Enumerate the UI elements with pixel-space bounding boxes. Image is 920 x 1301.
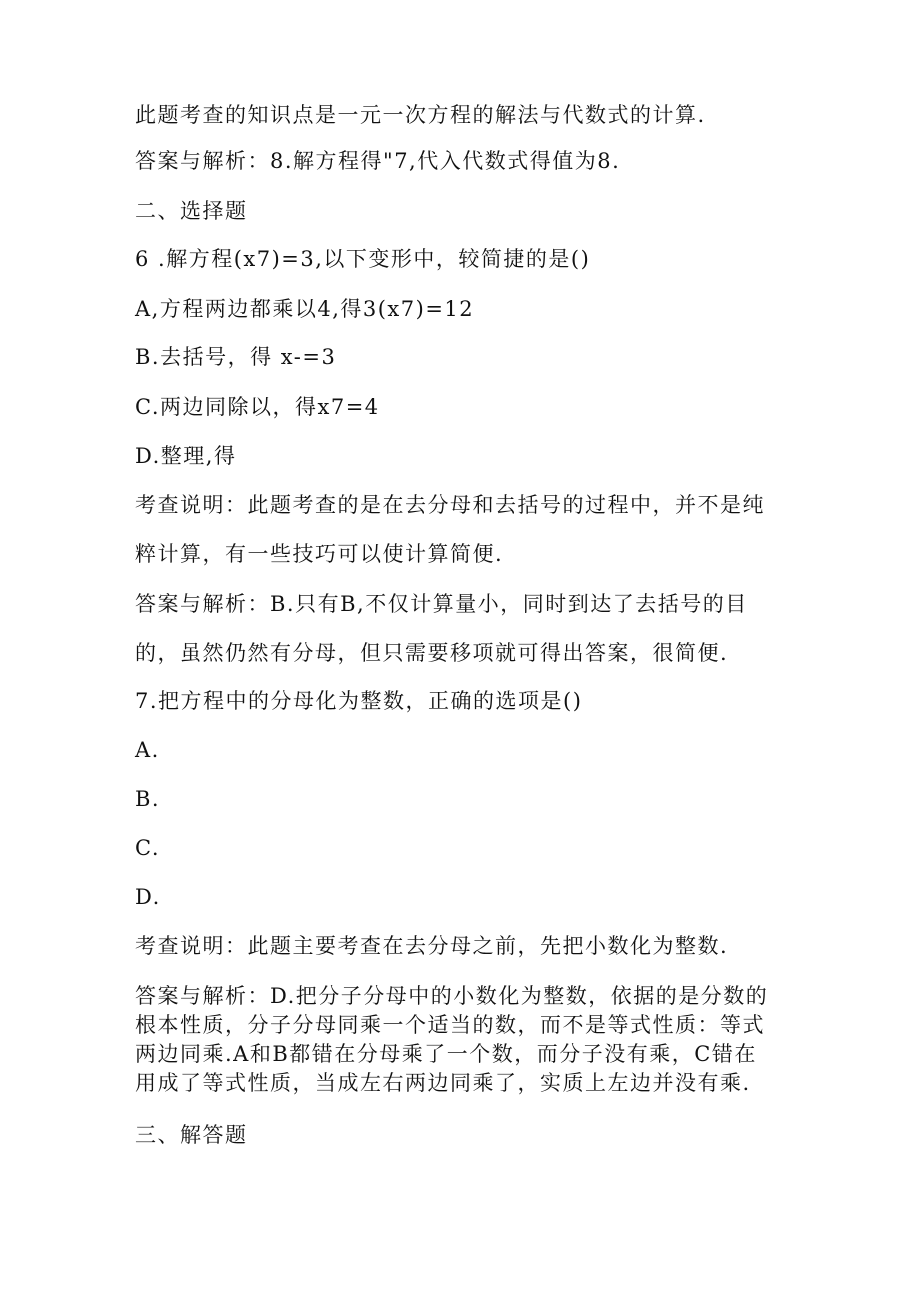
paragraph-line: 答案与解析：D.把分子分母中的小数化为整数，依据的是分数的 — [135, 984, 769, 1008]
option-c: C.两边同除以，得x7=4 — [135, 395, 380, 419]
paragraph-line: 两边同乘.A和B都错在分母乘了一个数，而分子没有乘，C错在 — [135, 1042, 757, 1066]
answer-paragraph — [135, 982, 795, 1098]
option-b: B. — [135, 787, 161, 811]
option-a: A. — [135, 738, 160, 762]
explanation-line: 考查说明：此题考查的是在去分母和去括号的过程中，并不是纯 — [135, 493, 765, 517]
section-heading: 二、选择题 — [135, 199, 248, 223]
paragraph-line: 用成了等式性质，当成左右两边同乘了，实质上左边并没有乘. — [135, 1071, 751, 1095]
option-b: B.去括号，得 x-=3 — [135, 345, 337, 369]
question-6: 6 .解方程(x7)=3,以下变形中，较简捷的是() — [135, 247, 591, 271]
answer-line: 答案与解析：B.只有B,不仅计算量小，同时到达了去括号的目 — [135, 592, 748, 616]
explanation-line: 考查说明：此题主要考查在去分母之前，先把小数化为整数. — [135, 934, 729, 958]
text-line: 此题考查的知识点是一元一次方程的解法与代数式的计算. — [135, 103, 706, 127]
option-d: D.整理,得 — [135, 444, 237, 468]
answer-line: 的，虽然仍然有分母，但只需要移项就可得出答案，很简便. — [135, 641, 729, 665]
explanation-line: 粹计算，有一些技巧可以使计算简便. — [135, 542, 504, 566]
answer-line: 答案与解析：8.解方程得"7,代入代数式得值为8. — [135, 149, 621, 173]
option-a: A,方程两边都乘以4,得3(x7)=12 — [135, 297, 475, 321]
paragraph-line: 根本性质，分子分母同乘一个适当的数，而不是等式性质：等式 — [135, 1013, 765, 1037]
question-7: 7.把方程中的分母化为整数，正确的选项是() — [135, 689, 583, 713]
option-d: D. — [135, 885, 161, 909]
option-c: C. — [135, 836, 160, 860]
section-heading: 三、解答题 — [135, 1123, 248, 1147]
